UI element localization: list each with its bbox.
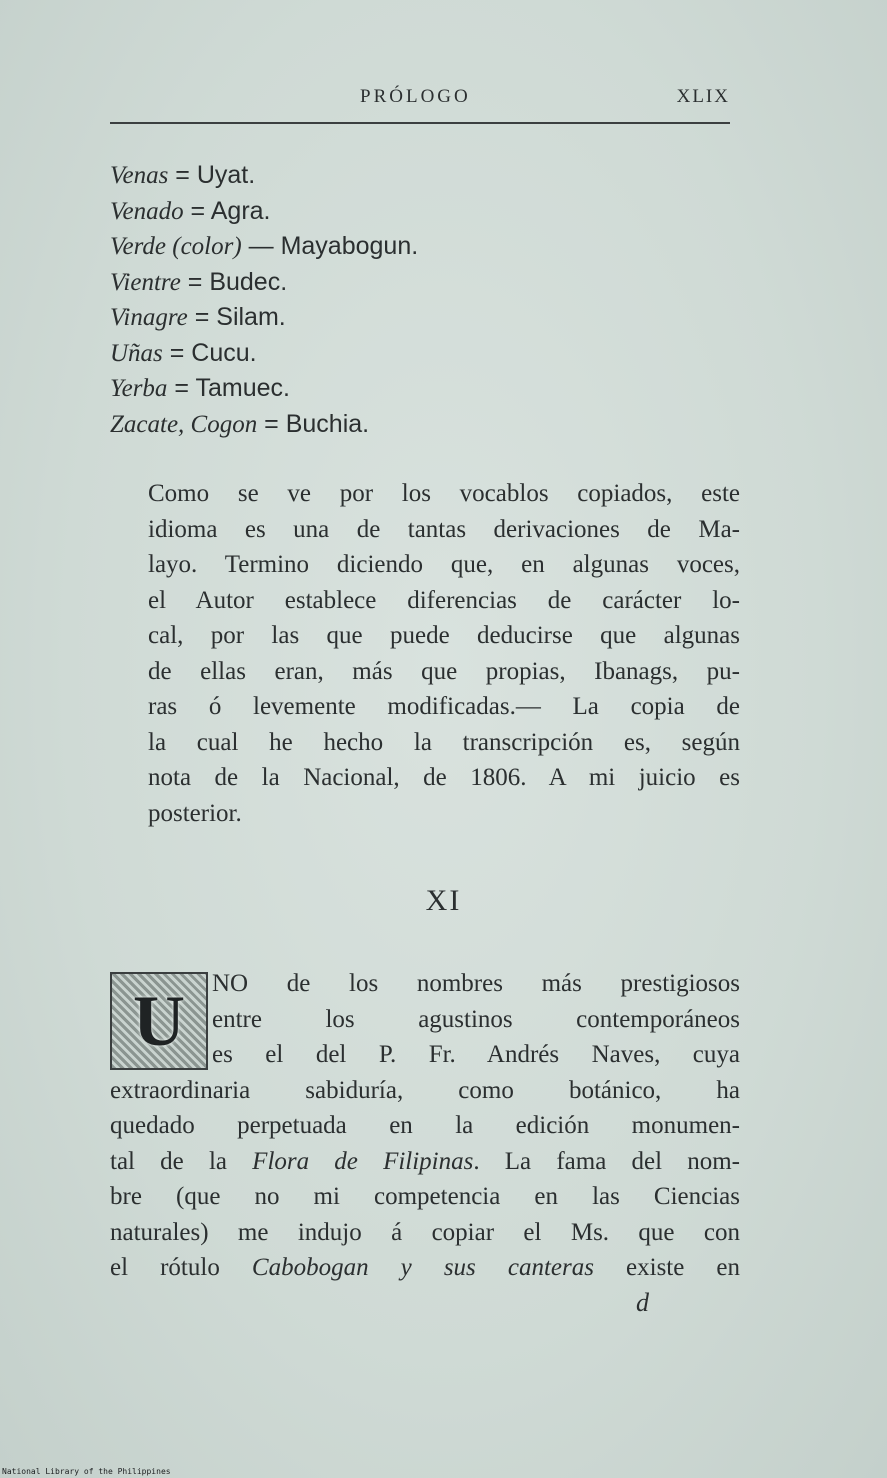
vocab-term: Verde (color) (110, 233, 242, 260)
vocab-sep: = (183, 196, 211, 225)
section-heading: XI (425, 884, 462, 917)
vocab-meaning: Budec. (209, 267, 288, 296)
vocab-term: Vientre (110, 268, 181, 296)
ornamental-dropcap (110, 972, 208, 1070)
text-line: es el del P. Fr. Andrés Naves, cuya (212, 1041, 740, 1068)
text-line: layo. Termino diciendo que, en algunas voces, (148, 551, 740, 578)
vocab-entry (110, 336, 750, 372)
header-rule (110, 122, 730, 124)
vocab-meaning: Uyat. (196, 161, 256, 189)
paragraph-conclusion (110, 476, 740, 831)
text-line: el Autor establece diferencias de carácter lo- (148, 586, 740, 614)
text-line: Como se ve por los vocablos copiados, este (148, 480, 740, 507)
vocabulary-list (110, 158, 750, 442)
vocab-meaning: Buchia. (285, 409, 370, 438)
vocab-sep: = (167, 374, 196, 402)
vocab-term: Venado (110, 197, 184, 225)
text-line: nota de la Nacional, de 1806. A mi juicio es (148, 764, 740, 791)
vocab-sep: = (180, 267, 210, 296)
vocab-term: Zacate, Cogon (110, 410, 258, 438)
text-line: idioma es una de tantas derivaciones de Ma- (148, 515, 740, 543)
paragraph-opening (212, 966, 740, 1073)
vocab-term: Venas (110, 162, 169, 189)
text-run: . La fama del nom- (473, 1147, 740, 1175)
book-title: Flora de Filipinas (252, 1147, 474, 1175)
text-line: la cual he hecho la transcripción es, según (148, 728, 740, 756)
text-line: entre los agustinos contemporáneos (212, 1005, 740, 1033)
text-line: ras ó levemente modificadas.— La copia de (148, 693, 740, 720)
text-line: de ellas eran, más que propias, Ibanags, pu- (148, 657, 740, 685)
text-line (110, 1144, 740, 1180)
vocab-entry (110, 407, 750, 443)
vocab-entry (110, 300, 750, 336)
vocab-sep: = (162, 338, 192, 367)
vocab-entry (110, 229, 750, 265)
text-line: extraordinaria sabiduría, como botánico, ha (110, 1076, 740, 1104)
vocab-sep: = (187, 303, 217, 331)
vocab-entry (110, 194, 750, 230)
text-line: posterior. (148, 799, 242, 827)
dropcap-letter: U (133, 980, 185, 1061)
vocab-sep: = (168, 161, 197, 189)
text-line: quedado perpetuada en la edición monumen- (110, 1112, 740, 1139)
vocab-sep: = (257, 409, 286, 438)
footer-credit: National Library of the Philippines (2, 1467, 171, 1476)
vocab-entry (110, 158, 750, 194)
text-line: naturales) me indujo á copiar el Ms. que con (110, 1218, 740, 1246)
text-run: existe en (593, 1254, 741, 1281)
vocab-meaning: Agra. (210, 196, 271, 225)
manuscript-title: Cabobogan y sus canteras (251, 1254, 594, 1281)
text-line (110, 1250, 740, 1286)
vocab-meaning: Tamuec. (195, 374, 290, 402)
text-line: NO de los nombres más prestigiosos (212, 970, 740, 997)
text-line: bre (que no mi competencia en las Ciencias (110, 1183, 740, 1210)
vocab-meaning: Mayabogun. (280, 232, 419, 260)
paragraph-continuation (110, 1073, 740, 1286)
text-run: tal de la (110, 1147, 253, 1175)
vocab-meaning: Silam. (216, 303, 286, 331)
running-header (110, 86, 730, 116)
signature-mark: d (636, 1288, 649, 1317)
vocab-entry (110, 265, 750, 301)
vocab-term: Yerba (110, 375, 168, 402)
page-number: XLIX (676, 86, 730, 107)
header-title: PRÓLOGO (360, 86, 471, 107)
vocab-term: Uñas (110, 339, 163, 367)
vocab-sep: — (241, 232, 281, 260)
vocab-entry (110, 371, 750, 407)
text-run: el rótulo (110, 1254, 252, 1281)
text-line: cal, por las que puede deducirse que algunas (148, 622, 740, 649)
vocab-term: Vinagre (110, 304, 188, 331)
vocab-meaning: Cucu. (191, 338, 257, 367)
